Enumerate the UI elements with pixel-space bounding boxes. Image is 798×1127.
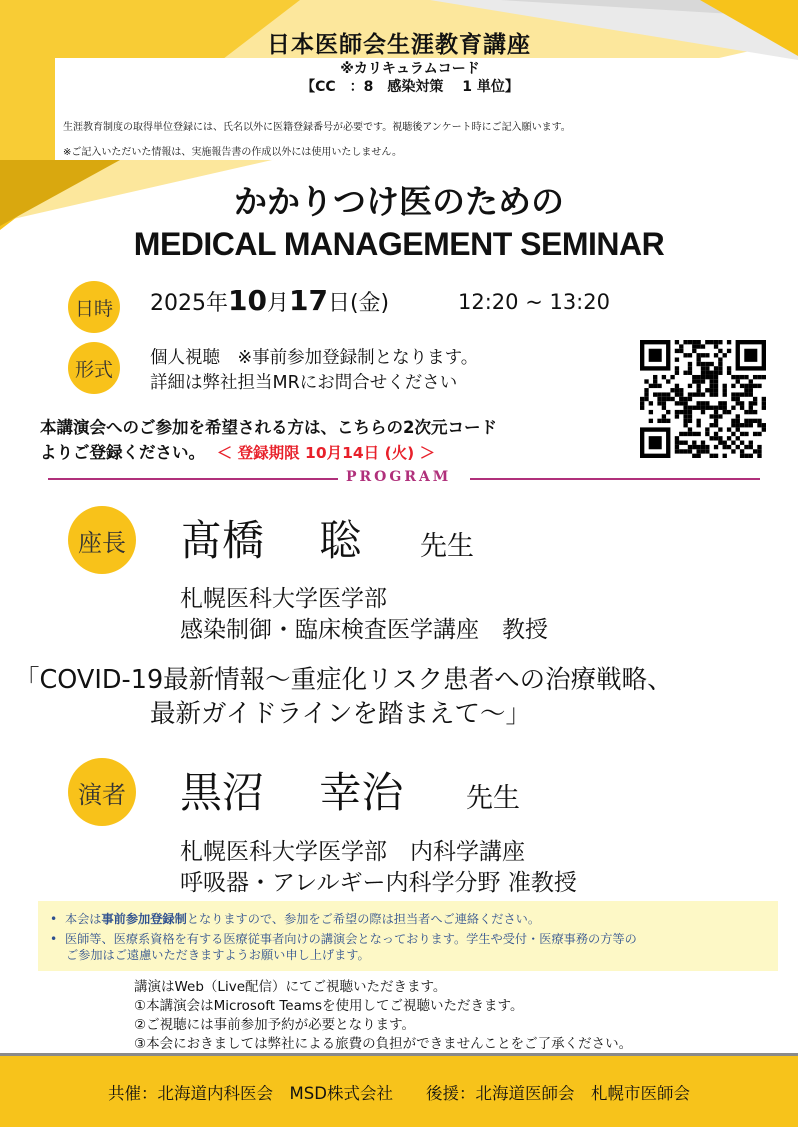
program-divider-right (470, 478, 760, 480)
lecture-title-line2: 最新ガイドラインを踏まえて～」 (150, 699, 531, 729)
registration-line2 (40, 439, 435, 463)
format-badge: 形式 (68, 342, 120, 394)
curriculum-code-line2: 【CC ：8 感染対策 1 単位】 (301, 79, 519, 95)
program-divider-left (48, 478, 338, 480)
footer-sponsors: 共催：北海道内科医会 MSD株式会社 後援：北海道医師会 札幌市医師会 (108, 1084, 690, 1103)
chair-badge: 座長 (68, 506, 136, 574)
event-date (150, 284, 389, 317)
title-line1: かかりつけ医のための (234, 182, 564, 221)
chair-affiliation-1: 札幌医科大学医学部 (180, 586, 387, 612)
note-2a: • 医師等、医療系資格を有する医療従事者向けの講演会となっております。学生や受付・医療事務の方等の (50, 932, 637, 946)
note-1: • 本会は事前参加登録制となりますので、参加をご希望の際は担当者へご連絡ください。 (50, 912, 541, 926)
speaker-honorific: 先生 (466, 783, 520, 814)
credit-note: 生涯教育制度の取得単位登録には、氏名以外に医籍登録番号が必要です。視聴後アンケート時にご記入願います。 (63, 122, 571, 133)
format-line2: 詳細は弊社担当MRにお問合せください (150, 373, 458, 393)
program-label: PROGRAM (346, 469, 452, 485)
chair-honorific: 先生 (420, 531, 474, 562)
registration-qr-code[interactable] (640, 340, 766, 458)
format-line1: 個人視聴 ※事前参加登録制となります。 (150, 348, 479, 368)
speaker-badge: 演者 (68, 758, 136, 826)
registration-line2-text: よりご登録ください。 (40, 443, 205, 462)
privacy-note: ※ご記入いただいた情報は、実施報告書の作成以外には使用いたしません。 (63, 147, 402, 158)
event-time: 12:20 ~ 13:20 (458, 290, 610, 314)
note-1-post: となりますので、参加をご希望の際は担当者へご連絡ください。 (186, 912, 541, 926)
speaker-affiliation-1: 札幌医科大学医学部 内科学講座 (180, 839, 525, 865)
curriculum-code (55, 60, 765, 96)
speaker-name: 黒沼 幸治 (180, 768, 404, 817)
info-line-3: ②ご視聴には事前参加予約が必要となります。 (134, 1017, 416, 1033)
chair-affiliation-2: 感染制御・臨床検査医学講座 教授 (180, 617, 548, 643)
date-month: 10 (228, 284, 267, 317)
date-day: 17 (288, 284, 328, 317)
chair-name: 髙橋 聡 (180, 516, 362, 565)
note-2b: ご参加はご遠慮いただきますようお願い申し上げます。 (66, 948, 370, 962)
speaker-affiliation-2: 呼吸器・アレルギー内科学分野 准教授 (180, 870, 577, 896)
date-day-unit: 日(金) (327, 291, 390, 316)
info-line-2: ①本講演会はMicrosoft Teamsを使用してご視聴いただきます。 (134, 998, 524, 1014)
lecture-title-line1: 「COVID-19最新情報～重症化リスク患者への治療戦略、 (14, 665, 673, 695)
header-title: 日本医師会生涯教育講座 (267, 32, 531, 58)
date-badge: 日時 (68, 281, 120, 333)
registration-deadline: ＜ 登録期限 10月14日 (火) ＞ (216, 444, 436, 462)
note-1-pre: 本会は (64, 912, 102, 926)
info-line-4: ③本会におきましては弊社による旅費の負担ができませんことをご了承ください。 (134, 1036, 633, 1052)
date-year: 2025年 (150, 291, 228, 316)
note-1-bold: 事前参加登録制 (101, 912, 187, 926)
date-month-unit: 月 (266, 291, 289, 316)
registration-line1: 本講演会へのご参加を希望される方は、こちらの2次元コード (40, 418, 497, 437)
info-line-1: 講演はWeb（Live配信）にてご視聴いただきます。 (134, 979, 447, 995)
curriculum-code-line1: ※カリキュラムコード (340, 61, 480, 77)
note-2a-text: 医師等、医療系資格を有する医療従事者向けの講演会となっております。学生や受付・医療事務の方等の (64, 932, 637, 946)
title-line2: MEDICAL MANAGEMENT SEMINAR (133, 226, 665, 262)
